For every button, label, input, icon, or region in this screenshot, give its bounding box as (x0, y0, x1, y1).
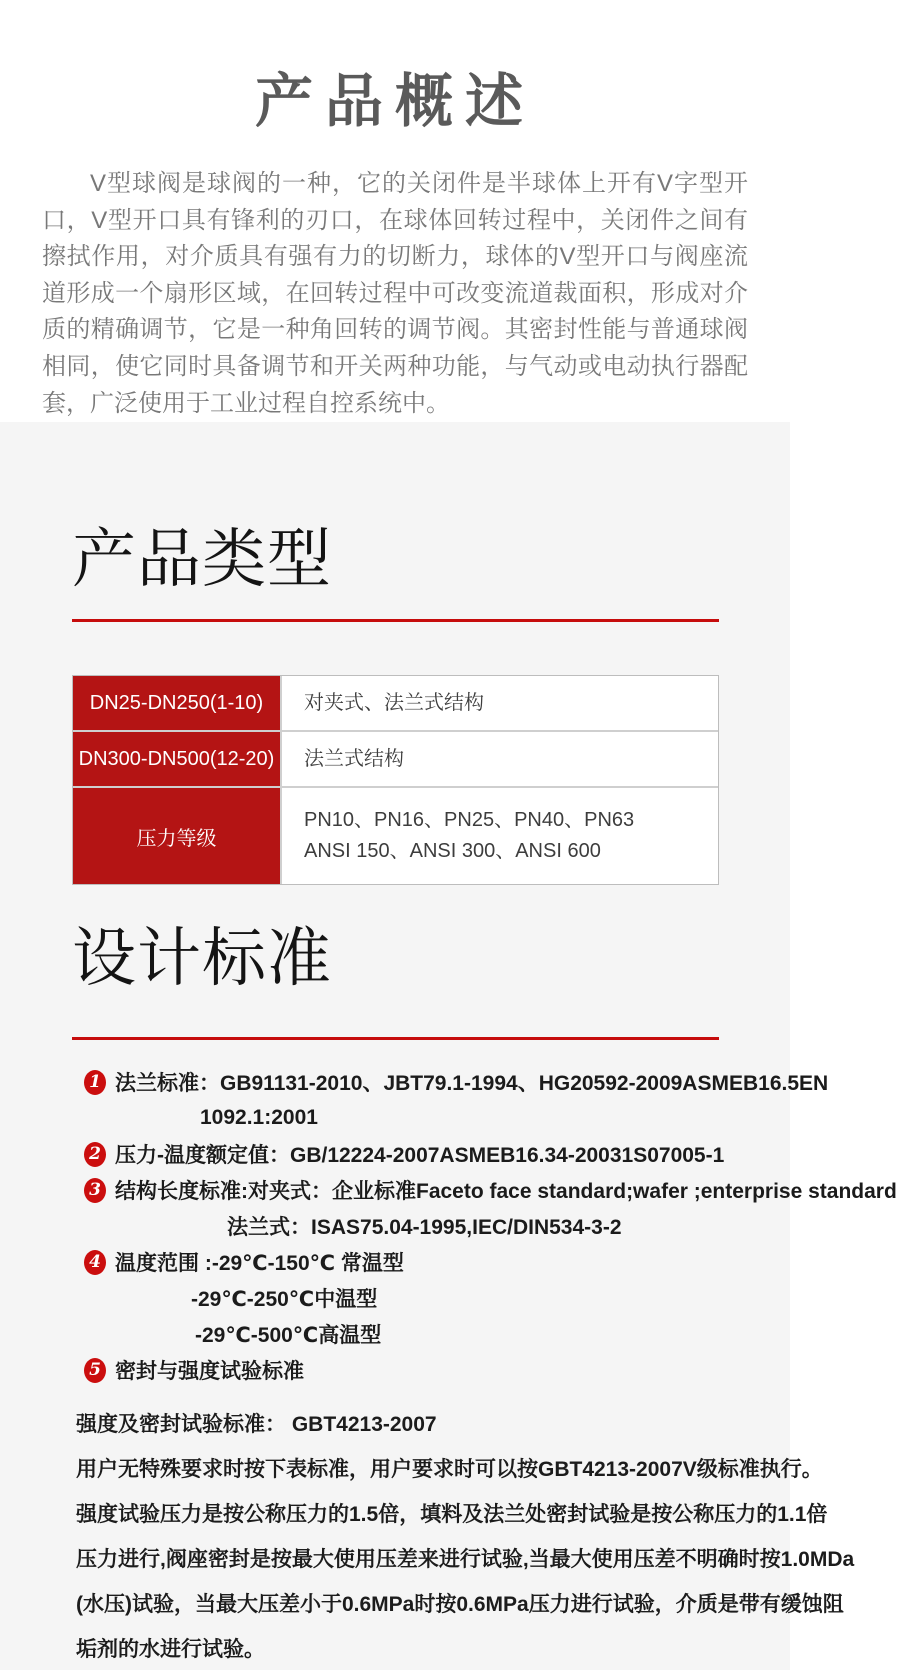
table-row (73, 788, 718, 884)
design-note-line: 垢剂的水进行试验。 (76, 1637, 265, 1661)
design-standard-title: 设计标准 (72, 922, 332, 995)
row-value-line: PN10、PN16、PN25、PN40、PN63 (304, 809, 635, 832)
design-item (72, 1244, 790, 1280)
item-continuation-line: 1092.1:2001 (200, 1106, 318, 1130)
design-standard-list (72, 1064, 897, 1388)
row-label-cell: DN25-DN250(1-10) (73, 676, 280, 730)
design-note-line: 用户无特殊要求时按下表标准，用户要求时可以按GBT4213-2007V级标准执行。 (76, 1457, 823, 1481)
item-text: 法兰标准：GB91131-2010、JBT79.1-1994、HG20592-2009ASMEB16.5EN (115, 1072, 829, 1096)
item-text: 压力-温度额定值：GB/12224-2007ASMEB16.34-20031S07005-1 (115, 1144, 725, 1168)
row-value-cell (282, 788, 718, 884)
design-item (72, 1136, 790, 1172)
item-continuation-line: 法兰式：ISAS75.04-1995,IEC/DIN534-3-2 (227, 1216, 622, 1240)
design-note-line: 强度试验压力是按公称压力的1.5倍，填料及法兰处密封试验是按公称压力的1.1倍 (76, 1502, 828, 1526)
design-item (72, 1172, 897, 1208)
item-text: 温度范围 :-29℃-150℃ 常温型 (115, 1252, 404, 1276)
overview-paragraph: V型球阀是球阀的一种，它的关闭件是半球体上开有V字型开口，V型开口具有锋利的刃口，在球体回转过程中，关闭件之间有擦拭作用，对介质具有强有力的切断力，球体的V型开口与阀座流道形成一个扇形区域，在回转过程中可改变流道裁面积，形成对介质的精确调节，它是一种角回转的调节阀。其密封性能与普通球阀相同，使它同时具备调节和开关两种功能，与气动或电动执行器配套，广泛使用于工业过程自控系统中。 (42, 170, 748, 417)
item-number-badge: 4 (84, 1250, 106, 1275)
row-label-cell: DN300-DN500(12-20) (73, 732, 280, 786)
row-value-cell (282, 732, 718, 786)
lower-section (0, 422, 897, 1670)
overview-section (0, 0, 790, 422)
overview-title: 产品概述 (254, 69, 535, 134)
item-number-badge: 5 (84, 1358, 106, 1383)
product-type-table (72, 675, 719, 885)
row-value-cell (282, 676, 718, 730)
product-type-underline (72, 619, 719, 622)
item-number-badge: 3 (84, 1178, 106, 1203)
table-row (73, 732, 718, 786)
design-note-line: (水压)试验，当最大压差小于0.6MPa时按0.6MPa压力进行试验，介质是带有缓蚀阻 (76, 1592, 844, 1616)
design-standard-underline (72, 1037, 719, 1040)
item-continuation-line: -29℃-500℃高温型 (195, 1324, 382, 1348)
design-item (72, 1064, 829, 1100)
row-value-line: 对夹式、法兰式结构 (304, 691, 484, 714)
item-text: 结构长度标准:对夹式：企业标准Faceto face standard;wafer ;enterprise standard (115, 1180, 897, 1204)
design-note-line: 强度及密封试验标准： GBT4213-2007 (76, 1412, 437, 1436)
design-standard-notes (72, 1400, 855, 1670)
item-continuation-line: -29℃-250℃中温型 (191, 1288, 378, 1312)
table-row (73, 676, 718, 730)
row-value-line: 法兰式结构 (304, 747, 404, 770)
design-item (72, 1352, 790, 1388)
item-text: 密封与强度试验标准 (115, 1360, 304, 1384)
row-label-cell: 压力等级 (73, 788, 280, 884)
item-number-badge: 2 (84, 1142, 106, 1167)
design-note-line: 压力进行,阀座密封是按最大使用压差来进行试验,当最大使用压差不明确时按1.0MDa (76, 1547, 855, 1571)
row-value-line: ANSI 150、ANSI 300、ANSI 600 (304, 840, 601, 863)
product-type-title: 产品类型 (72, 523, 332, 596)
item-number-badge: 1 (84, 1070, 106, 1095)
